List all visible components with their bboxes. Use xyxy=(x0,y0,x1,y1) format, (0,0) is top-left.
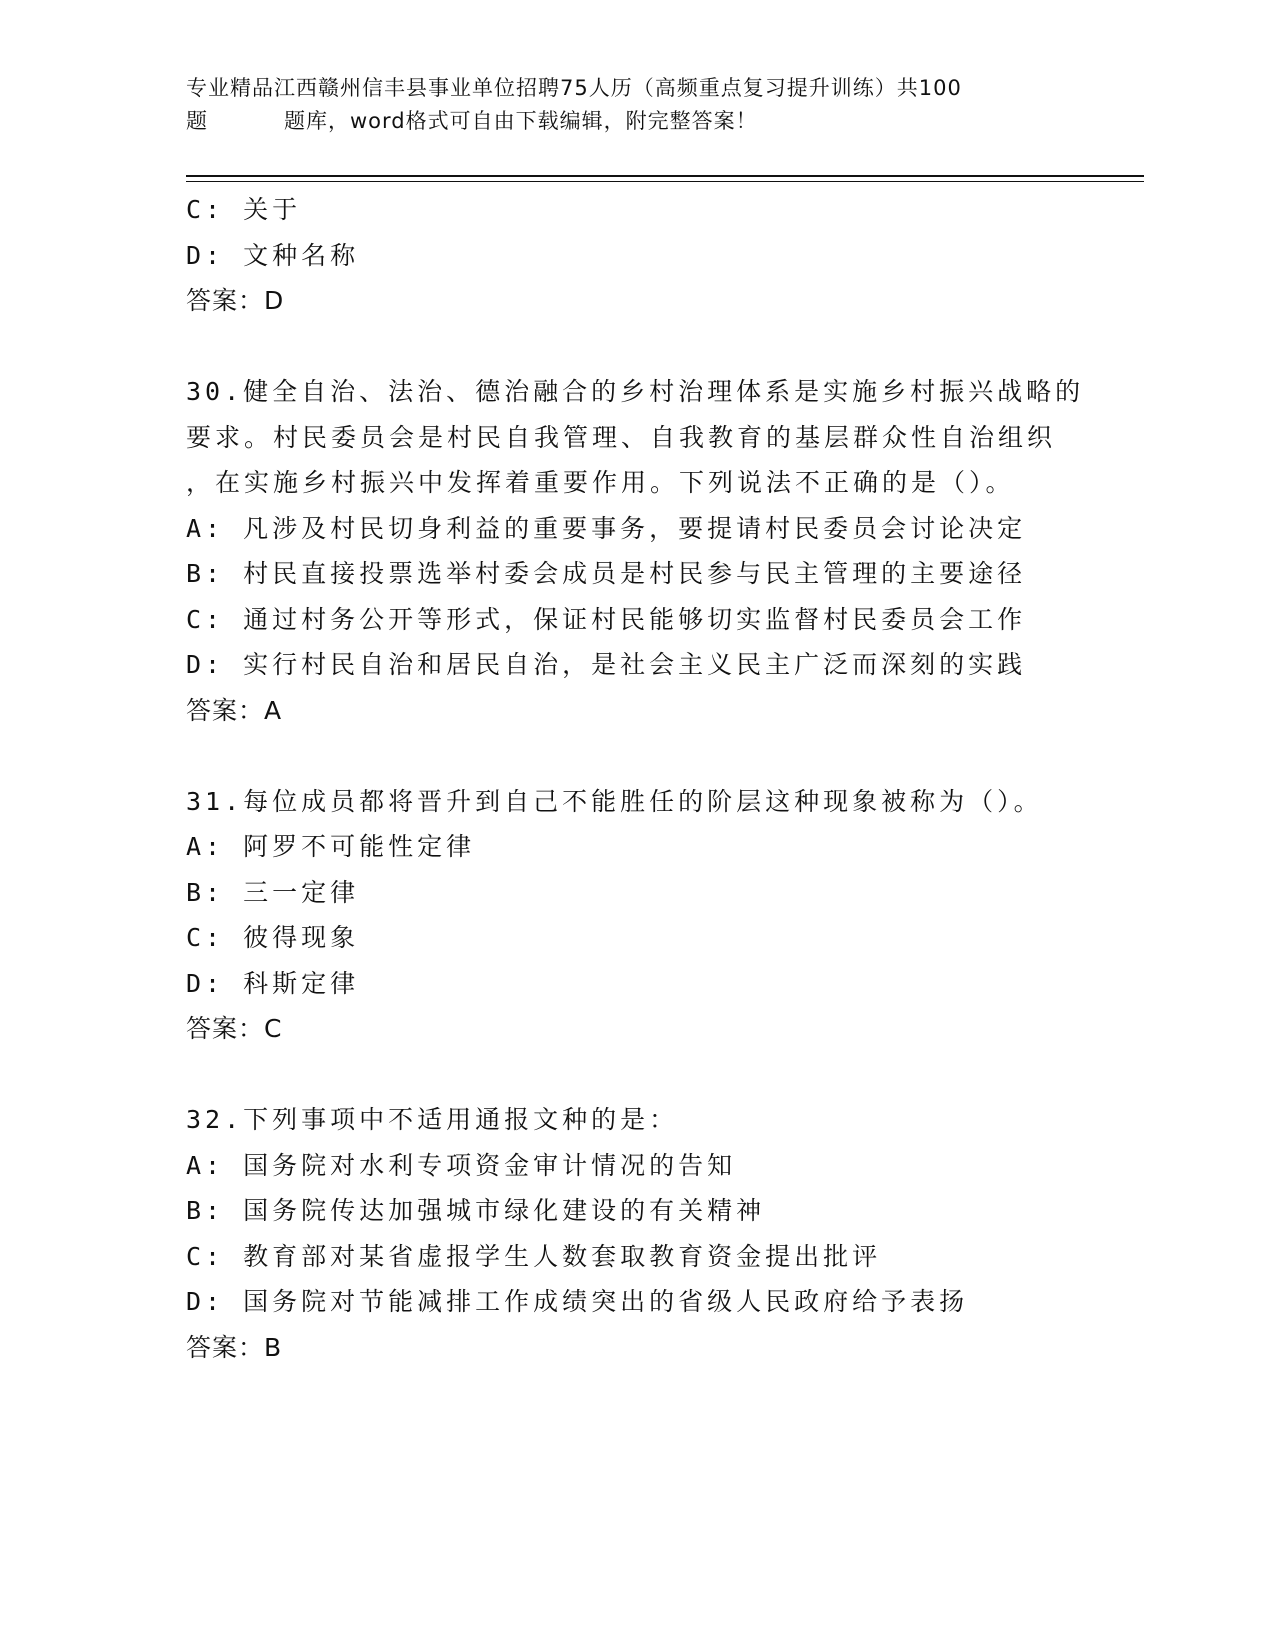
question-31 xyxy=(186,779,1136,1052)
option-d: D: 科斯定律 xyxy=(186,968,360,998)
question-stem-line: ，在实施乡村振兴中发挥着重要作用。下列说法不正确的是（）。 xyxy=(186,468,1015,497)
answer: 答案：D xyxy=(186,286,285,315)
option-c: C: 通过村务公开等形式，保证村民能够切实监督村民委员会工作 xyxy=(186,604,1027,634)
option-b: B: 村民直接投票选举村委会成员是村民参与民主管理的主要途径 xyxy=(186,559,1027,588)
answer: 答案：B xyxy=(186,1332,283,1362)
question-stem-line: 31.每位成员都将晋升到自己不能胜任的阶层这种现象被称为（）。 xyxy=(186,786,1043,816)
option-b: B: 国务院传达加强城市绿化建设的有关精神 xyxy=(186,1196,766,1225)
option-d: D: 实行村民自治和居民自治，是社会主义民主广泛而深刻的实践 xyxy=(186,650,1027,679)
answer: 答案：C xyxy=(186,1014,283,1043)
answer: 答案：A xyxy=(186,695,283,725)
option-d: D: 国务院对节能减排工作成绩突出的省级人民政府给予表扬 xyxy=(186,1287,969,1316)
document-body xyxy=(186,187,1136,1370)
option-c: C: 关于 xyxy=(186,195,302,224)
option-c: C: 彼得现象 xyxy=(186,923,360,952)
page-header xyxy=(186,72,1116,138)
option-a: A: 阿罗不可能性定律 xyxy=(186,832,476,861)
option-c: C: 教育部对某省虚报学生人数套取教育资金提出批评 xyxy=(186,1241,882,1271)
option-d: D: 文种名称 xyxy=(186,240,360,270)
header-divider-thick xyxy=(186,175,1144,177)
option-b: B: 三一定律 xyxy=(186,877,360,907)
option-a: A: 凡涉及村民切身利益的重要事务，要提请村民委员会讨论决定 xyxy=(186,513,1027,543)
header-title-line1: 专业精品江西赣州信丰县事业单位招聘75人历（高频重点复习提升训练）共100 xyxy=(186,76,962,100)
question-30 xyxy=(186,369,1136,733)
header-divider-thin xyxy=(186,181,1144,182)
header-title-line2 xyxy=(186,105,1116,138)
question-stem-line: 32.下列事项中不适用通报文种的是： xyxy=(186,1105,679,1134)
header-title-line2-rest: 题库，word格式可自由下载编辑，附完整答案！ xyxy=(284,109,758,133)
question-stem-line: 要求。村民委员会是村民自我管理、自我教育的基层群众性自治组织 xyxy=(186,422,1057,452)
question-32 xyxy=(186,1097,1136,1370)
option-a: A: 国务院对水利专项资金审计情况的告知 xyxy=(186,1150,737,1180)
question-stem-line: 30.健全自治、法治、德治融合的乡村治理体系是实施乡村振兴战略的 xyxy=(186,377,1085,406)
header-title-line2-start: 题 xyxy=(186,109,208,133)
